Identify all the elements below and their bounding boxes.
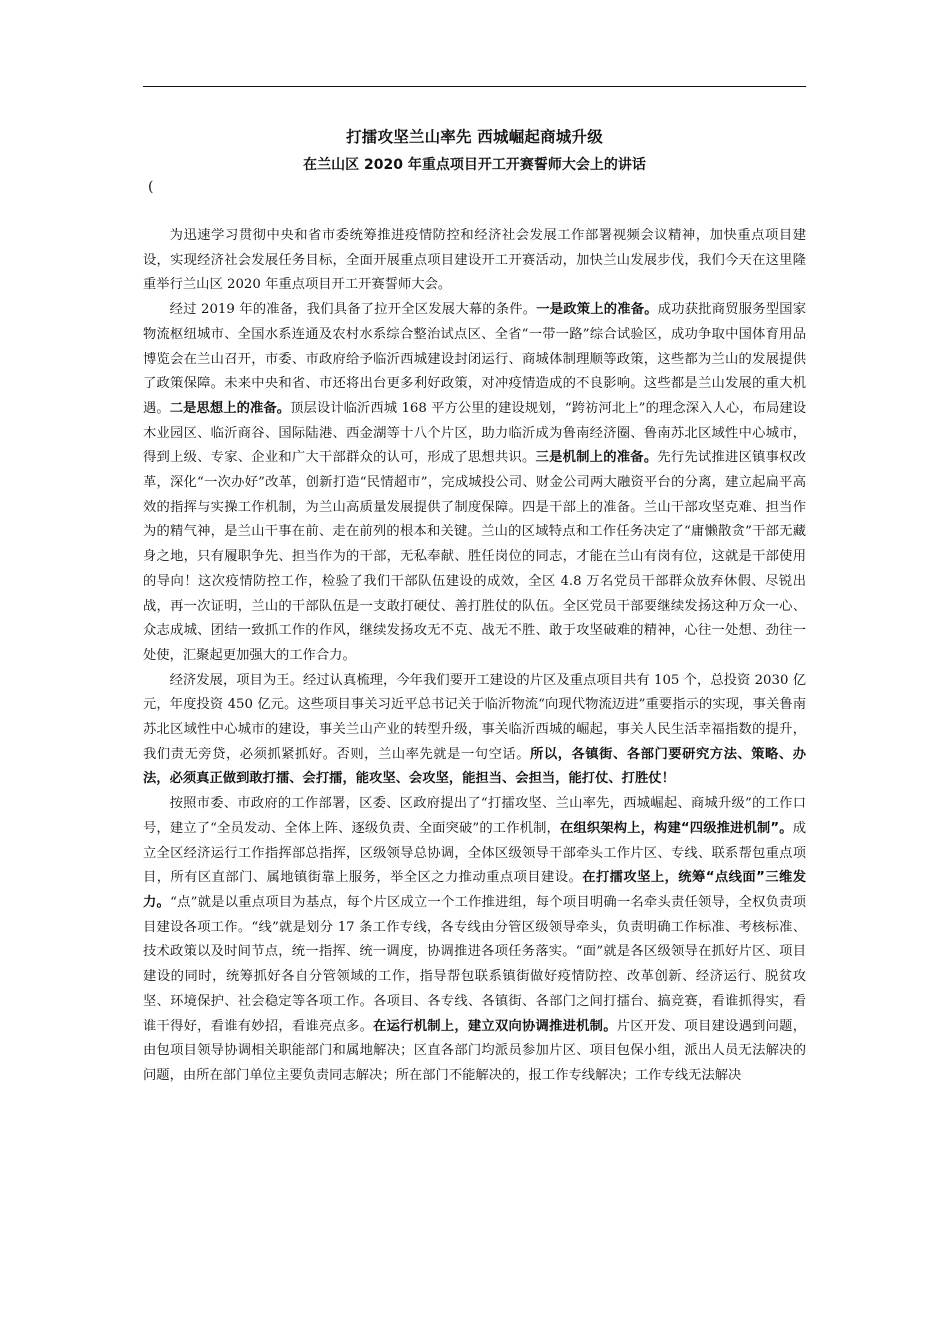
title-block xyxy=(143,122,806,178)
bold-call-to-action: 所以，各镇街、各部门要研究方法、策略、办法，必须真正做到敢打擂、会打擂，能攻坚、会攻坚，能担当、会担当，能打仗、打胜仗！ xyxy=(143,746,807,787)
speech-body xyxy=(143,224,806,1089)
paragraph-text: 成功获批商贸服务型国家物流枢纽城市、全国水系连通及农村水系综合整治试点区、全省“一带一路”综合试验区，成功争取中国体育用品博览会在兰山召开，市委、市政府给予临沂西城建设封闭运行、商城体制理顺等政策，这些都为兰山的发展提供了政策保障。未来中央和省、市还将出台更多利好政策，对冲疫情造成的不良影响。这些都是兰山发展的重大机遇。 xyxy=(143,302,807,416)
paragraph-text: 成立全区经济运行工作指挥部总指挥，区级领导总协调，全体区级领导干部牵头工作片区、专线、联系帮包重点项目，所有区直部门、属地镇街靠上服务，举全区之力推动重点项目建设。 xyxy=(143,820,806,886)
bold-heading-thought: 二是思想上的准备。 xyxy=(169,400,291,416)
paragraph-preparations xyxy=(143,298,806,669)
bold-heading-operation: 在运行机制上，建立双向协调推进机制。 xyxy=(373,1018,617,1034)
page-title: 打擂攻坚兰山率先 西城崛起商城升级 xyxy=(346,128,603,146)
paragraph-text: 经济发展，项目为王。经过认真梳理，今年我们要开工建设的片区及重点项目共有 105 个，总投资 2030 亿元，年度投资 450 亿元。这些项目事关习近平总书记关于临沂物流“向现代物流迈进”重要指示的实现，事关鲁南苏北区域性中心城市的建设，事关兰山产业的转型升级，事关临沂西城的崛起，事关人民生活幸福指数的提升，我们责无旁贷，必须抓紧抓好。否则，兰山率先就是一句空话。 xyxy=(143,672,806,762)
bold-heading-organization: 在组织架构上，构建“四级推进机制”。 xyxy=(559,820,793,836)
bold-heading-mechanism: 三是机制上的准备。 xyxy=(535,450,658,466)
paragraph-text: 经过 2019 年的准备，我们具备了拉开全区发展大幕的条件。 xyxy=(169,302,537,318)
paragraph-intro xyxy=(143,224,806,298)
paragraph-text: 顶层设计临沂西城 168 平方公里的建设规划，“跨祊河北上”的理念深入人心，布局建设木业园区、临沂商谷、国际陆港、西金湖等十八个片区，助力临沂成为鲁南经济圈、鲁南苏北区域性中心城市，得到上级、专家、企业和广大干部群众的认可，形成了思想共识。 xyxy=(143,400,807,466)
bold-heading-point-line-area: 在打擂攻坚上，统筹“点线面”三维发力。 xyxy=(143,870,807,910)
paragraph-text: 先行先试推进区镇事权改革，深化“一次办好”改革，创新打造“民情超市”，完成城投公司、财金公司两大融资平台的分离，建立起扁平高效的指挥与实操工作机制，为兰山高质量发展提供了制度保障。四是干部上的准备。兰山干部攻坚克难、担当作为的精气神，是兰山干事在前、走在前列的根本和关键。兰山的区域特点和工作任务决定了“庸懒散贪”干部无藏身之地，只有履职争先、担当作为的干部，无私奉献、胜任岗位的同志，才能在兰山有岗有位，这就是干部使用的导向！这次疫情防控工作，检验了我们干部队伍建设的成效，全区 4.8 万名党员干部群众放弃休假、尽锐出战，再一次证明，兰山的干部队伍是一支敢打硬仗、善打胜仗的队伍。全区党员干部要继续发扬这种万众一心、众志成城、团结一致抓工作的作风，继续发扬攻无不克、战无不胜、敢于攻坚破难的精神，心往一处想、劲往一处使，汇聚起更加强大的工作合力。 xyxy=(143,450,807,663)
paragraph-projects xyxy=(143,669,806,793)
stray-mark: ( xyxy=(148,179,154,195)
paragraph-text: “点”就是以重点项目为基点，每个片区成立一个工作推进组，每个项目明确一名牵头责任领导，全权负责项目建设各项工作。“线”就是划分 17 条工作专线，各专线由分管区级领导牵头，负责明确工作标准、考核标准、技术政策以及时间节点，统一指挥、统一调度，协调推进各项任务落实。“面”就是各区级领导在抓好片区、项目建设的同时，统筹抓好各自分管领域的工作，指导帮包联系镇街做好疫情防控、改革创新、经济运行、脱贫攻坚、环境保护、社会稳定等各项工作。各项目、各专线、各镇街、各部门之间打擂台、搞竞赛，看谁抓得实，看谁干得好，看谁有妙招，看谁亮点多。 xyxy=(143,894,806,1034)
paragraph-text: 按照市委、市政府的工作部署，区委、区政府提出了“打擂攻坚、兰山率先，西城崛起、商城升级”的工作口号，建立了“全员发动、全体上阵、逐级负责、全面突破”的工作机制， xyxy=(143,796,806,836)
bold-heading-policy: 一是政策上的准备。 xyxy=(536,302,658,318)
paragraph-text: 为迅速学习贯彻中央和省市委统筹推进疫情防控和经济社会发展工作部署视频会议精神，加快重点项目建设，实现经济社会发展任务目标，全面开展重点项目建设开工开赛活动，加快兰山发展步伐，我们今天在这里隆重举行兰山区 2020 年重点项目开工开赛誓师大会。 xyxy=(143,228,806,293)
paragraph-text: 片区开发、项目建设遇到问题，由包项目领导协调相关职能部门和属地解决；区直各部门均派员参加片区、项目包保小组，派出人员无法解决的问题，由所在部门单位主要负责同志解决；所在部门不能解决的，报工作专线解决；工作专线无法解决 xyxy=(143,1018,807,1083)
header-rule xyxy=(143,86,806,87)
paragraph-mechanisms xyxy=(143,792,806,1088)
page-subtitle: 在兰山区 2020 年重点项目开工开赛誓师大会上的讲话 xyxy=(303,157,646,173)
